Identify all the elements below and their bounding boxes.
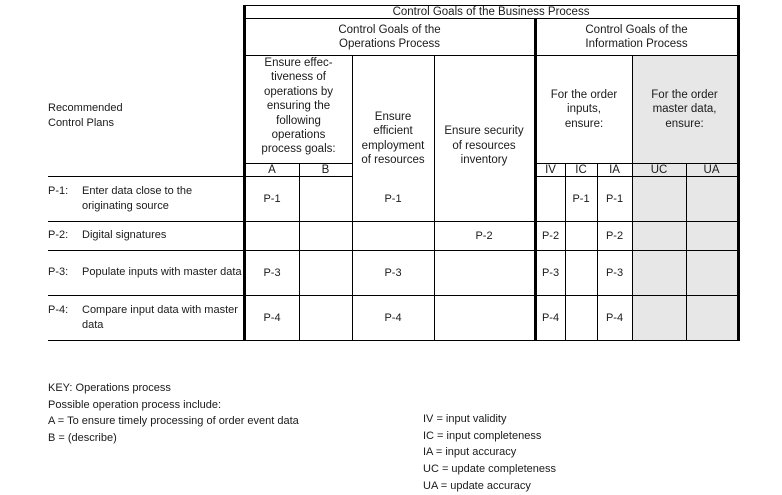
row-id-p1: P-1: <box>48 184 69 197</box>
cell-p2-b <box>299 222 352 251</box>
legend-line: Possible operation process include: <box>48 398 222 411</box>
row-text-p4: Compare input data with master data <box>82 303 238 331</box>
cell-p3-security <box>434 251 535 296</box>
table-row <box>48 222 738 251</box>
cell-p2-ia: P-2 <box>597 222 632 251</box>
cell-p2-ic <box>565 222 597 251</box>
legend-column-information <box>423 411 743 495</box>
header-col-ia: IA <box>597 164 632 177</box>
cell-p4-b <box>299 296 352 341</box>
header-row-subgoals <box>48 56 738 164</box>
header-business-process-title: Control Goals of the Business Process <box>244 6 738 19</box>
header-group-information-process: Control Goals of the Information Process <box>535 19 738 56</box>
header-col-ua: UA <box>686 164 738 177</box>
row-text-p3: Populate inputs with master data <box>82 266 242 279</box>
header-subgroup-order-inputs: For the order inputs, ensure: <box>535 56 632 164</box>
cell-p1-ic: P-1 <box>565 177 597 222</box>
cell-p3-efficient: P-3 <box>352 251 434 296</box>
cell-p3-ua <box>686 251 738 296</box>
cell-p1-a: P-1 <box>244 177 299 222</box>
row-label-p3 <box>48 251 244 296</box>
cell-p3-ia: P-3 <box>597 251 632 296</box>
legend-line: B = (describe) <box>48 432 117 445</box>
table-row <box>48 296 738 341</box>
cell-p1-b <box>299 177 352 222</box>
control-goals-matrix <box>48 5 740 341</box>
legend-line: IV = input validity <box>423 413 507 425</box>
header-row-business-process <box>48 6 738 19</box>
cell-p2-efficient <box>352 222 434 251</box>
cell-p4-ic <box>565 296 597 341</box>
row-id-p3: P-3: <box>48 266 69 279</box>
table-row <box>48 251 738 296</box>
cell-p2-uc <box>632 222 686 251</box>
cell-p3-b <box>299 251 352 296</box>
header-col-iv: IV <box>535 164 565 177</box>
cell-p1-efficient: P-1 <box>352 177 434 222</box>
row-text-p2: Digital signatures <box>82 229 167 242</box>
stub-bottom-rule <box>48 341 244 342</box>
cell-p4-iv: P-4 <box>535 296 565 341</box>
cell-p2-ua <box>686 222 738 251</box>
header-subgroup-order-master-data: For the order master data, ensure: <box>632 56 738 164</box>
row-label-p1 <box>48 177 244 222</box>
cell-p2-a <box>244 222 299 251</box>
header-row-process-groups <box>48 19 738 56</box>
row-label-p4 <box>48 296 244 341</box>
row-id-p4: P-4: <box>48 303 69 316</box>
table-bottom-rule-row <box>48 341 738 342</box>
cell-p1-security <box>434 177 535 222</box>
legend-line: UC = update completeness <box>423 463 556 476</box>
cell-p1-ua <box>686 177 738 222</box>
cell-p3-ic <box>565 251 597 296</box>
legend-column-operations <box>48 380 428 447</box>
row-label-p2 <box>48 222 244 251</box>
stub-header-recommended-control-plans: Recommended Control Plans <box>48 101 123 129</box>
stub-blank-cell <box>48 6 244 19</box>
cell-p4-efficient: P-4 <box>352 296 434 341</box>
cell-p4-ua <box>686 296 738 341</box>
stub-blank-cell-2 <box>48 19 244 56</box>
cell-p4-ia: P-4 <box>597 296 632 341</box>
row-text-p1: Enter data close to the originating source <box>82 184 193 212</box>
legend-line: A = To ensure timely processing of order event data <box>48 415 299 428</box>
header-col-uc: UC <box>632 164 686 177</box>
header-col-ic: IC <box>565 164 597 177</box>
header-group-operations-process: Control Goals of the Operations Process <box>244 19 535 56</box>
legend-line: KEY: Operations process <box>48 382 171 394</box>
cell-p2-security: P-2 <box>434 222 535 251</box>
cell-p2-iv: P-2 <box>535 222 565 251</box>
cell-p3-a: P-3 <box>244 251 299 296</box>
cell-p4-uc <box>632 296 686 341</box>
legend-line: IC = input completeness <box>423 429 542 442</box>
cell-p1-ia: P-1 <box>597 177 632 222</box>
row-id-p2: P-2: <box>48 229 69 242</box>
header-subgroup-security-inventory: Ensure security of resources inventory <box>434 56 535 177</box>
header-col-a: A <box>244 164 299 177</box>
cell-p4-security <box>434 296 535 341</box>
cell-p4-a: P-4 <box>244 296 299 341</box>
legend-line: UA = update accuracy <box>423 479 531 492</box>
header-subgroup-efficient-employment: Ensure efficient employment of resources <box>352 56 434 177</box>
cell-p3-uc <box>632 251 686 296</box>
grid-bottom-spacer <box>244 341 738 342</box>
header-subgroup-effectiveness: Ensure effec- tiveness of operations by ensuring the following operations process goals: <box>244 56 352 164</box>
cell-p1-uc <box>632 177 686 222</box>
cell-p3-iv: P-3 <box>535 251 565 296</box>
header-col-b: B <box>299 164 352 177</box>
legend-line: IA = input accuracy <box>423 446 517 459</box>
cell-p1-iv <box>535 177 565 222</box>
table-row <box>48 177 738 222</box>
